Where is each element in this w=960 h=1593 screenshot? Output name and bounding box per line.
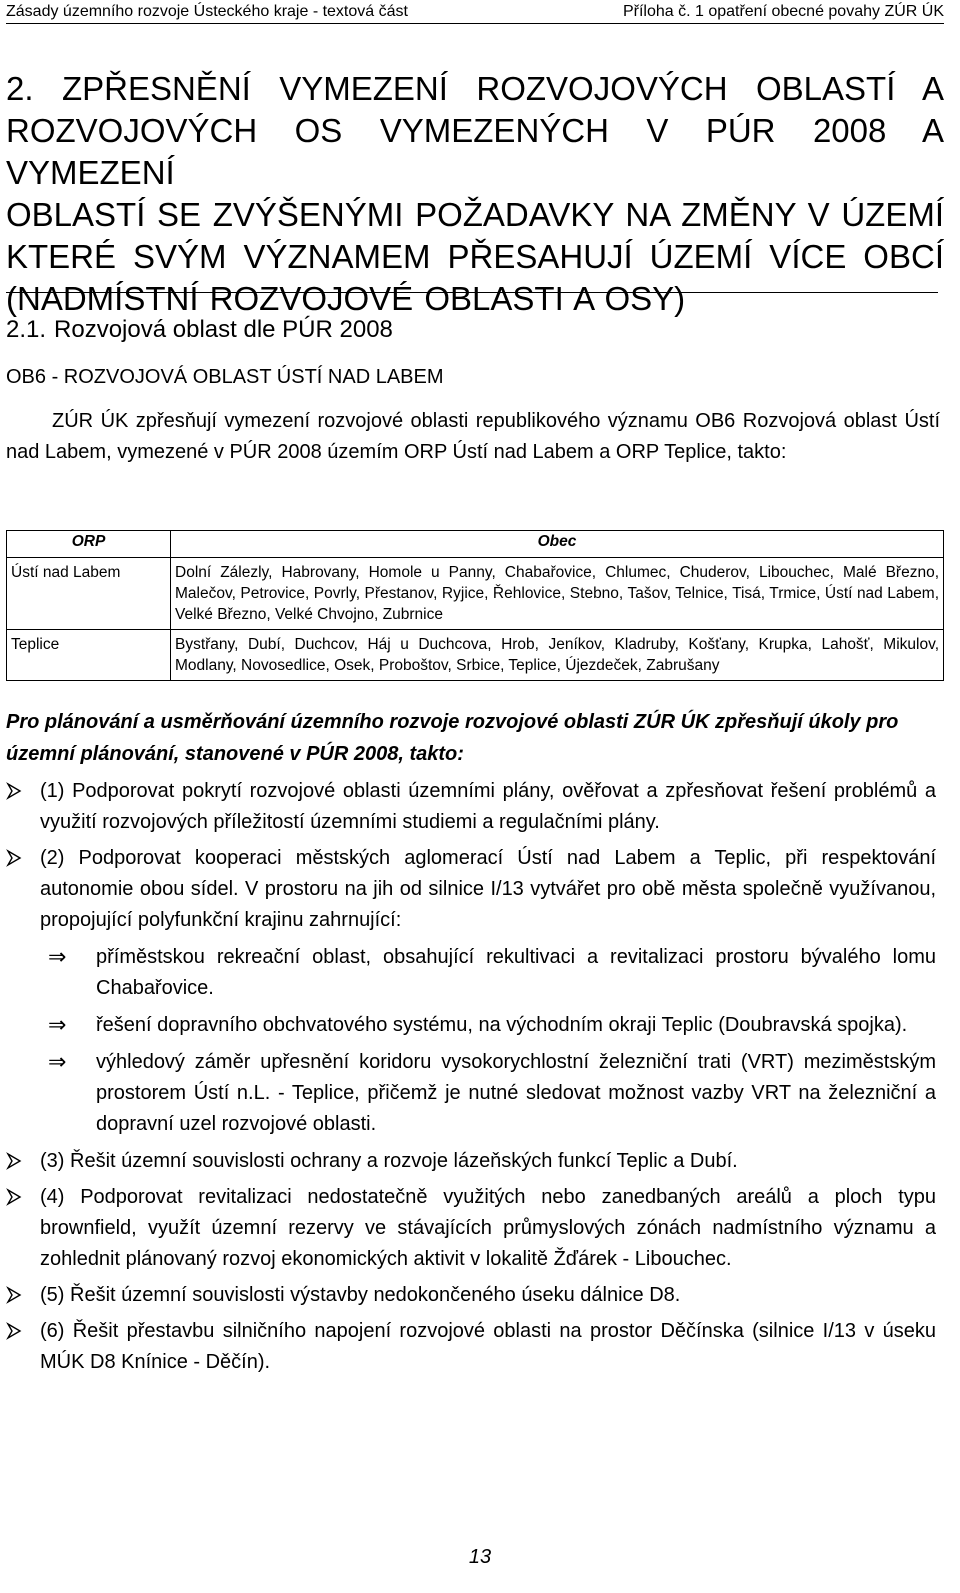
subtask-item [40, 1010, 936, 1041]
area-heading: OB6 - ROZVOJOVÁ OBLAST ÚSTÍ NAD LABEM [6, 366, 444, 388]
chapter-title [6, 68, 944, 320]
section-number: 2.1. [6, 316, 47, 343]
column-header-orp: ORP [7, 531, 171, 558]
arrowhead-bullet-icon [6, 1152, 22, 1170]
arrowhead-bullet-icon [6, 1286, 22, 1304]
page-number: 13 [468, 1546, 492, 1568]
arrowhead-bullet-icon [6, 1322, 22, 1340]
task-text: (6) Řešit přestavbu silničního napojení rozvojové oblasti na prostor Děčínska (silnice I/13 v úseku MÚK D8 Knínice - Děčín). [40, 1320, 936, 1373]
subtask-list [40, 942, 936, 1140]
subtask-item [40, 1047, 936, 1140]
subtask-text: řešení dopravního obchvatového systému, na východním okraji Teplic (Doubravská spojka). [96, 1014, 908, 1036]
task-text: (4) Podporovat revitalizaci nedostatečně využitých nebo zanedbaných areálů a ploch typu brownfield, využít územní rezervy ve stávajících průmyslových zónách nadmístního významu a zohlednit plánovaný rozvoj ekonomických aktivit v lokalitě Žďárek - Libouchec. [40, 1186, 936, 1270]
task-text: (2) Podporovat kooperaci městských aglomerací Ústí nad Labem a Teplic, při respektování autonomie obou sídel. V prostoru na jih od silnice I/13 vytvářet pro obě města společně využívanou, propojující polyfunkční krajinu zahrnující: [40, 847, 936, 931]
arrowhead-bullet-icon [6, 782, 22, 800]
table-row [7, 558, 944, 630]
task-item [6, 1280, 936, 1311]
page-header [6, 0, 944, 24]
double-arrow-icon: ⇒ [48, 944, 67, 969]
chapter-title-line: ROZVOJOVÝCH OS VYMEZENÝCH V PÚR 2008 A VYMEZENÍ [6, 112, 944, 191]
table-header-row [7, 531, 944, 558]
task-item [6, 1182, 936, 1275]
task-item [6, 776, 936, 838]
table-row [7, 630, 944, 681]
header-document-title: Zásady územního rozvoje Ústeckého kraje - textová část [6, 3, 408, 20]
title-divider [6, 292, 938, 293]
chapter-title-line: (NADMÍSTNÍ ROZVOJOVÉ OBLASTI A OSY) [6, 280, 686, 317]
task-item [6, 1146, 936, 1177]
arrowhead-bullet-icon [6, 849, 22, 867]
task-item [6, 1316, 936, 1378]
task-text: (1) Podporovat pokrytí rozvojové oblasti územními plány, ověřovat a zpřesňovat řešení problémů a využití rozvojových příležitostí územními studiemi a regulačními plány. [40, 780, 936, 833]
column-header-obec: Obec [171, 531, 944, 558]
task-text: (5) Řešit územní souvislosti výstavby nedokončeného úseku dálnice D8. [40, 1284, 681, 1306]
intro-paragraph: ZÚR ÚK zpřesňují vymezení rozvojové oblasti republikového významu OB6 Rozvojová oblast Ústí nad Labem, vymezené v PÚR 2008 územím ORP Ústí nad Labem a ORP Teplice, takto: [6, 410, 940, 463]
chapter-title-line: 2. ZPŘESNĚNÍ VYMEZENÍ ROZVOJOVÝCH OBLASTÍ A [6, 70, 944, 107]
section-heading [6, 316, 393, 344]
header-attachment-note: Příloha č. 1 opatření obecné povahy ZÚR ÚK [622, 3, 944, 20]
task-item [6, 843, 936, 1140]
orp-cell: Ústí nad Labem [7, 558, 171, 630]
subtask-text: příměstskou rekreační oblast, obsahující rekultivaci a revitalizaci prostoru bývalého lomu Chabařovice. [96, 946, 936, 999]
double-arrow-icon: ⇒ [48, 1012, 67, 1037]
chapter-title-line: KTERÉ SVÝM VÝZNAMEM PŘESAHUJÍ ÚZEMÍ VÍCE OBCÍ [6, 238, 944, 275]
chapter-title-line: OBLASTÍ SE ZVÝŠENÝMI POŽADAVKY NA ZMĚNY V ÚZEMÍ [6, 196, 944, 233]
obce-cell: Dolní Zálezly, Habrovany, Homole u Panny, Chabařovice, Chlumec, Chuderov, Libouchec, Malé Březno, Malečov, Petrovice, Povrly, Přestanov, Ryjice, Řehlovice, Stebno, Tašov, Telnice, Tisá, Trmice, Ústí nad Labem, Velké Březno, Velké Chvojno, Zubrnice [171, 558, 944, 630]
orp-table [6, 530, 944, 681]
obce-cell: Bystřany, Dubí, Duchcov, Háj u Duchcova, Hrob, Jeníkov, Kladruby, Košťany, Krupka, Lahošť, Mikulov, Modlany, Novosedlice, Osek, Proboštov, Srbice, Teplice, Újezdeček, Zabrušany [171, 630, 944, 681]
task-list [6, 776, 936, 1383]
arrowhead-bullet-icon [6, 1188, 22, 1206]
section-title: Rozvojová oblast dle PÚR 2008 [54, 316, 393, 343]
tasks-intro: Pro plánování a usměrňování územního rozvoje rozvojové oblasti ZÚR ÚK zpřesňují úkoly pro územní plánování, stanovené v PÚR 2008, takto: [6, 711, 899, 765]
subtask-item [40, 942, 936, 1004]
task-text: (3) Řešit územní souvislosti ochrany a rozvoje lázeňských funkcí Teplic a Dubí. [40, 1150, 738, 1172]
double-arrow-icon: ⇒ [48, 1049, 67, 1074]
subtask-text: výhledový záměr upřesnění koridoru vysokorychlostní železniční trati (VRT) meziměstským prostorem Ústí n.L. - Teplice, přičemž je nutné sledovat možnost vazby VRT na železniční a dopravní uzel rozvojové oblasti. [96, 1051, 936, 1135]
orp-cell: Teplice [7, 630, 171, 681]
